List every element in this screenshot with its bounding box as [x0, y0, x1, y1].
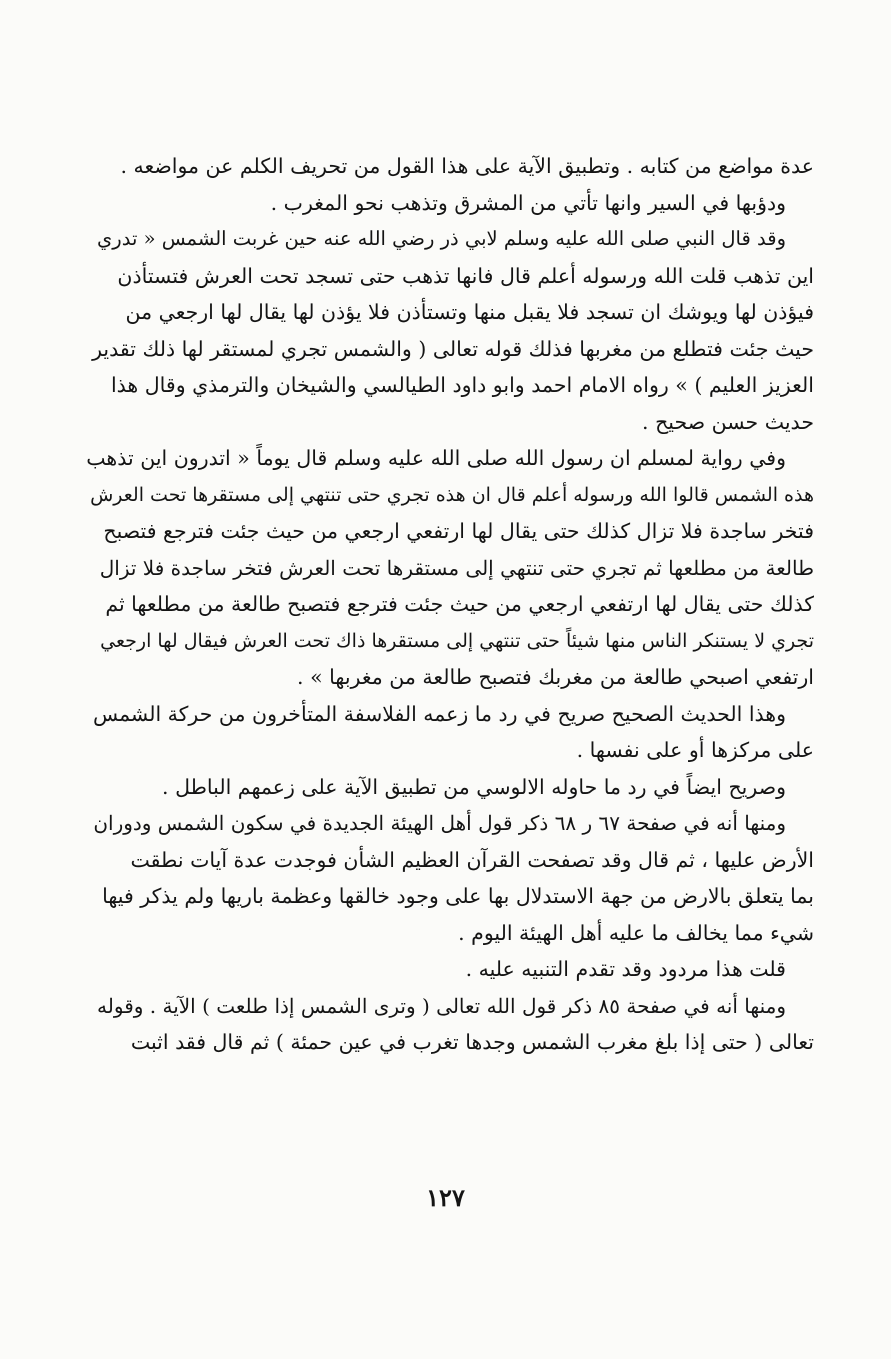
text-line: عدة مواضع من كتابه . وتطبيق الآية على هذا القول من تحريف الكلم عن مواضعه .	[120, 154, 814, 178]
text-line: ومنها أنه في صفحة ٨٥ ذكر قول الله تعالى ( وترى الشمس إذا طلعت ) الآية . وقوله	[97, 993, 786, 1018]
text-line: فيؤذن لها ويوشك ان تسجد فلا يقبل منها وتستأذن فلا يؤذن لها يقال لها ارجعي من	[125, 300, 814, 324]
text-line: فتخر ساجدة فلا تزال كذلك حتى يقال لها ارتفعي ارجعي من حيث جئت فترجع فتصبح	[103, 519, 814, 543]
text-line: وهذا الحديث الصحيح صريح في رد ما زعمه الفلاسفة المتأخرون من حركة الشمس	[92, 701, 786, 726]
text-line: طالعة من مطلعها ثم تجري حتى تنتهي إلى مستقرها تحت العرش فتخر ساجدة فلا تزال	[99, 555, 814, 580]
text-line: بما يتعلق بالارض من جهة الاستدلال بها على وجود خالقها وعظمة باريها ولم يذكر فيها	[102, 884, 814, 908]
text-line: تجري لا يستنكر الناس منها شيئاً حتى تنتهي إلى مستقرها ذاك تحت العرش فيقال لها ارجعي	[100, 629, 814, 652]
text-line: ارتفعي اصبحي طالعة من مغربك فتصبح طالعة من مغربها » .	[297, 665, 814, 689]
text-line: هذه الشمس قالوا الله ورسوله أعلم قال ان هذه تجري حتى تنتهي إلى مستقرها تحت العرش	[90, 483, 814, 506]
text-line: حديث حسن صحيح .	[642, 409, 814, 434]
text-line: وفي رواية لمسلم ان رسول الله صلى الله عليه وسلم قال يوماً « اتدرون اين تذهب	[86, 446, 786, 470]
body-text	[84, 148, 814, 1061]
text-line: قلت هذا مردود وقد تقدم التنبيه عليه .	[465, 957, 786, 981]
text-line: كذلك حتى يقال لها ارتفعي ارجعي من حيث جئت فترجع فتصبح طالعة من مطلعها ثم	[105, 592, 814, 616]
text-line: حيث جئت فتطلع من مغربها فذلك قوله تعالى ( والشمس تجري لمستقر لها ذلك تقدير	[92, 336, 814, 361]
text-line: على مركزها أو على نفسها .	[576, 738, 814, 762]
page-number: ١٢٧	[426, 1183, 465, 1212]
text-line: اين تذهب قلت الله ورسوله أعلم قال فانها تذهب حتى تسجد تحت العرش فتستأذن	[117, 263, 814, 288]
text-line: وقد قال النبي صلى الله عليه وسلم لابي ذر رضي الله عنه حين غربت الشمس « تدري	[97, 227, 786, 250]
text-line: ومنها أنه في صفحة ٦٧ ر ٦٨ ذكر قول أهل الهيئة الجديدة في سكون الشمس ودوران	[93, 811, 786, 835]
text-line: تعالى ( حتى إذا بلغ مغرب الشمس وجدها تغرب في عين حمئة ) ثم قال فقد اثبت	[130, 1030, 814, 1054]
text-line: شيء مما يخالف ما عليه أهل الهيئة اليوم .	[458, 920, 814, 945]
text-line: وصريح ايضاً في رد ما حاوله الالوسي من تطبيق الآية على زعمهم الباطل .	[162, 774, 786, 799]
text-line: العزيز العليم ) » رواه الامام احمد وابو داود الطيالسي والشيخان والترمذي وقال هذا	[110, 373, 814, 397]
text-line: الأرض عليها ، ثم قال وقد تصفحت القرآن العظيم الشأن فوجدت عدة آيات نطقت	[130, 847, 814, 872]
text-line: ودؤبها في السير وانها تأتي من المشرق وتذهب نحو المغرب .	[270, 190, 786, 215]
